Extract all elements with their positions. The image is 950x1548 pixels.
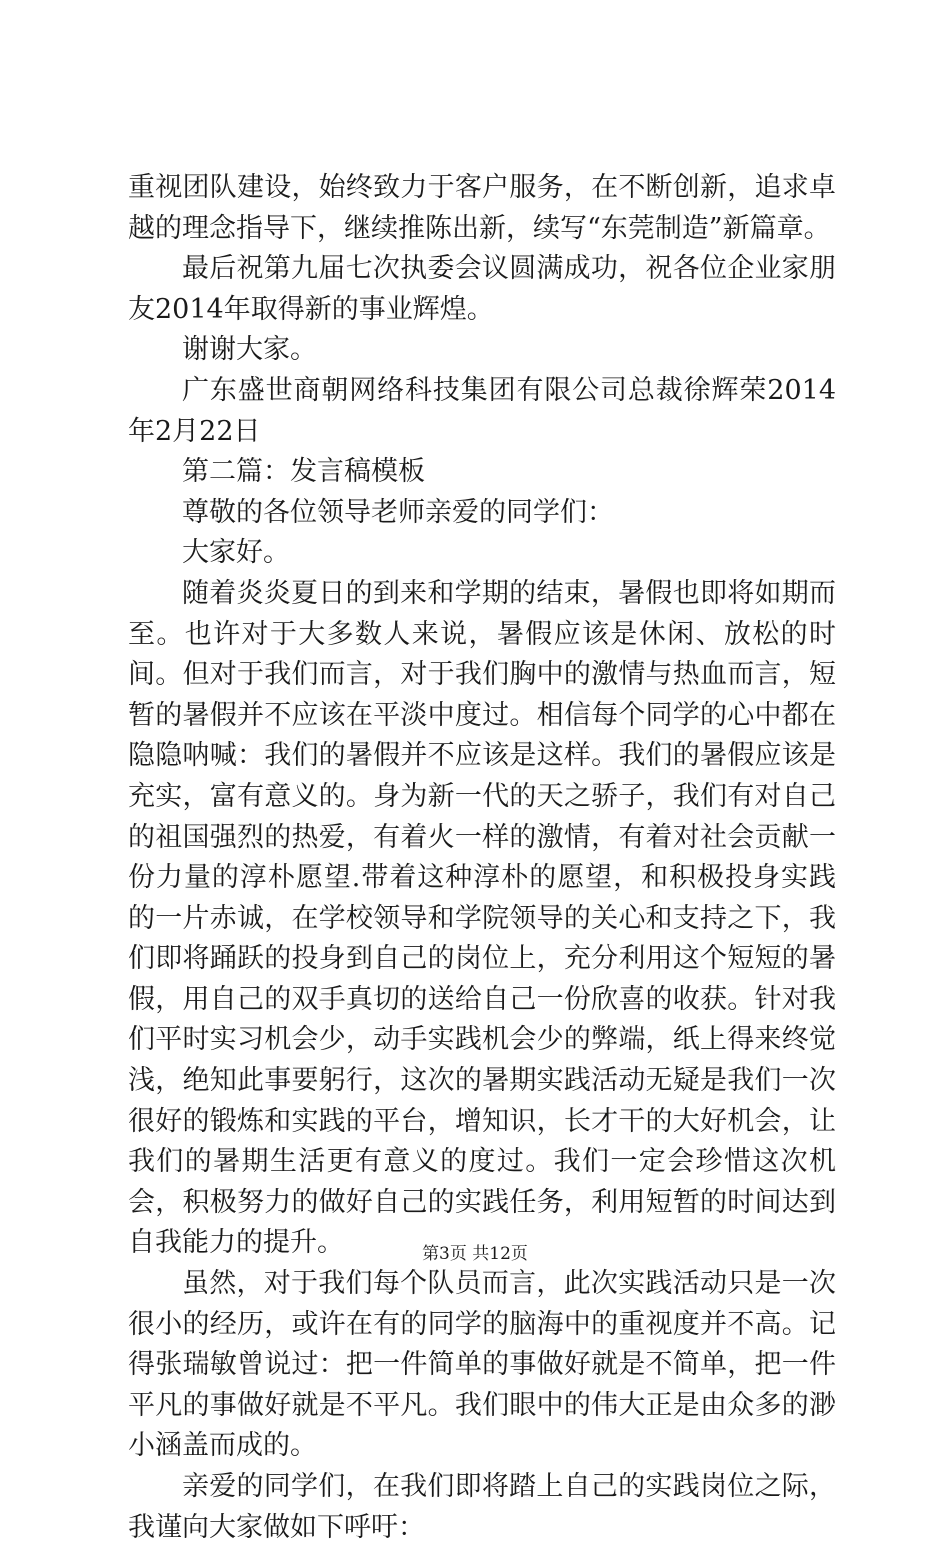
greeting: 大家好。 xyxy=(182,537,290,569)
paragraph: 最后祝第九届七次执委会议圆满成功，祝各位企业家朋友2014年取得新的事业辉煌。 xyxy=(128,253,836,325)
paragraph: 虽然，对于我们每个队员而言，此次实践活动只是一次很小的经历，或许在有的同学的脑海中的重视度并不高。记得张瑞敏曾说过：把一件简单的事做好就是不简单，把一件平凡的事做好就是不平凡。我们眼中的伟大正是由众多的渺小涵盖而成的。 xyxy=(128,1268,836,1462)
paragraph: 广东盛世商朝网络科技集团有限公司总裁徐辉荣2014年2月22日 xyxy=(128,374,836,447)
document-body xyxy=(128,168,836,1548)
paragraph: 重视团队建设，始终致力于客户服务，在不断创新，追求卓越的理念指导下，继续推陈出新，续写“东莞制造”新篇章。 xyxy=(128,172,836,244)
page-number-label: 第3页 共12页 xyxy=(422,1244,528,1264)
paragraph: 亲爱的同学们，在我们即将踏上自己的实践岗位之际，我谨向大家做如下呼吁： xyxy=(128,1471,836,1543)
paragraph: 随着炎炎夏日的到来和学期的结束，暑假也即将如期而至。也许对于大多数人来说，暑假应该是休闲、放松的时间。但对于我们而言，对于我们胸中的激情与热血而言，短暂的暑假并不应该在平淡中度过。相信每个同学的心中都在隐隐呐喊：我们的暑假并不应该是这样。我们的暑假应该是充实，富有意义的。身为新一代的天之骄子，我们有对自己的祖国强烈的热爱，有着火一样的激情，有着对社会贡献一份力量的淳朴愿望.带着这种淳朴的愿望，和积极投身实践的一片赤诚，在学校领导和学院领导的关心和支持之下，我们即将踊跃的投身到自己的岗位上，充分利用这个短短的暑假，用自己的双手真切的送给自己一份欣喜的收获。针对我们平时实习机会少，动手实践机会少的弊端，纸上得来终觉浅，绝知此事要躬行，这次的暑期实践活动无疑是我们一次很好的锻炼和实践的平台，增知识，长才干的大好机会，让我们的暑期生活更有意义的度过。我们一定会珍惜这次机会，积极努力的做好自己的实践任务，利用短暂的时间达到自我能力的提升。 xyxy=(128,577,836,1259)
section-heading: 第二篇：发言稿模板 xyxy=(182,456,425,488)
salutation: 尊敬的各位领导老师亲爱的同学们： xyxy=(182,496,614,528)
paragraph: 谢谢大家。 xyxy=(182,334,317,366)
page-footer xyxy=(0,1242,950,1266)
